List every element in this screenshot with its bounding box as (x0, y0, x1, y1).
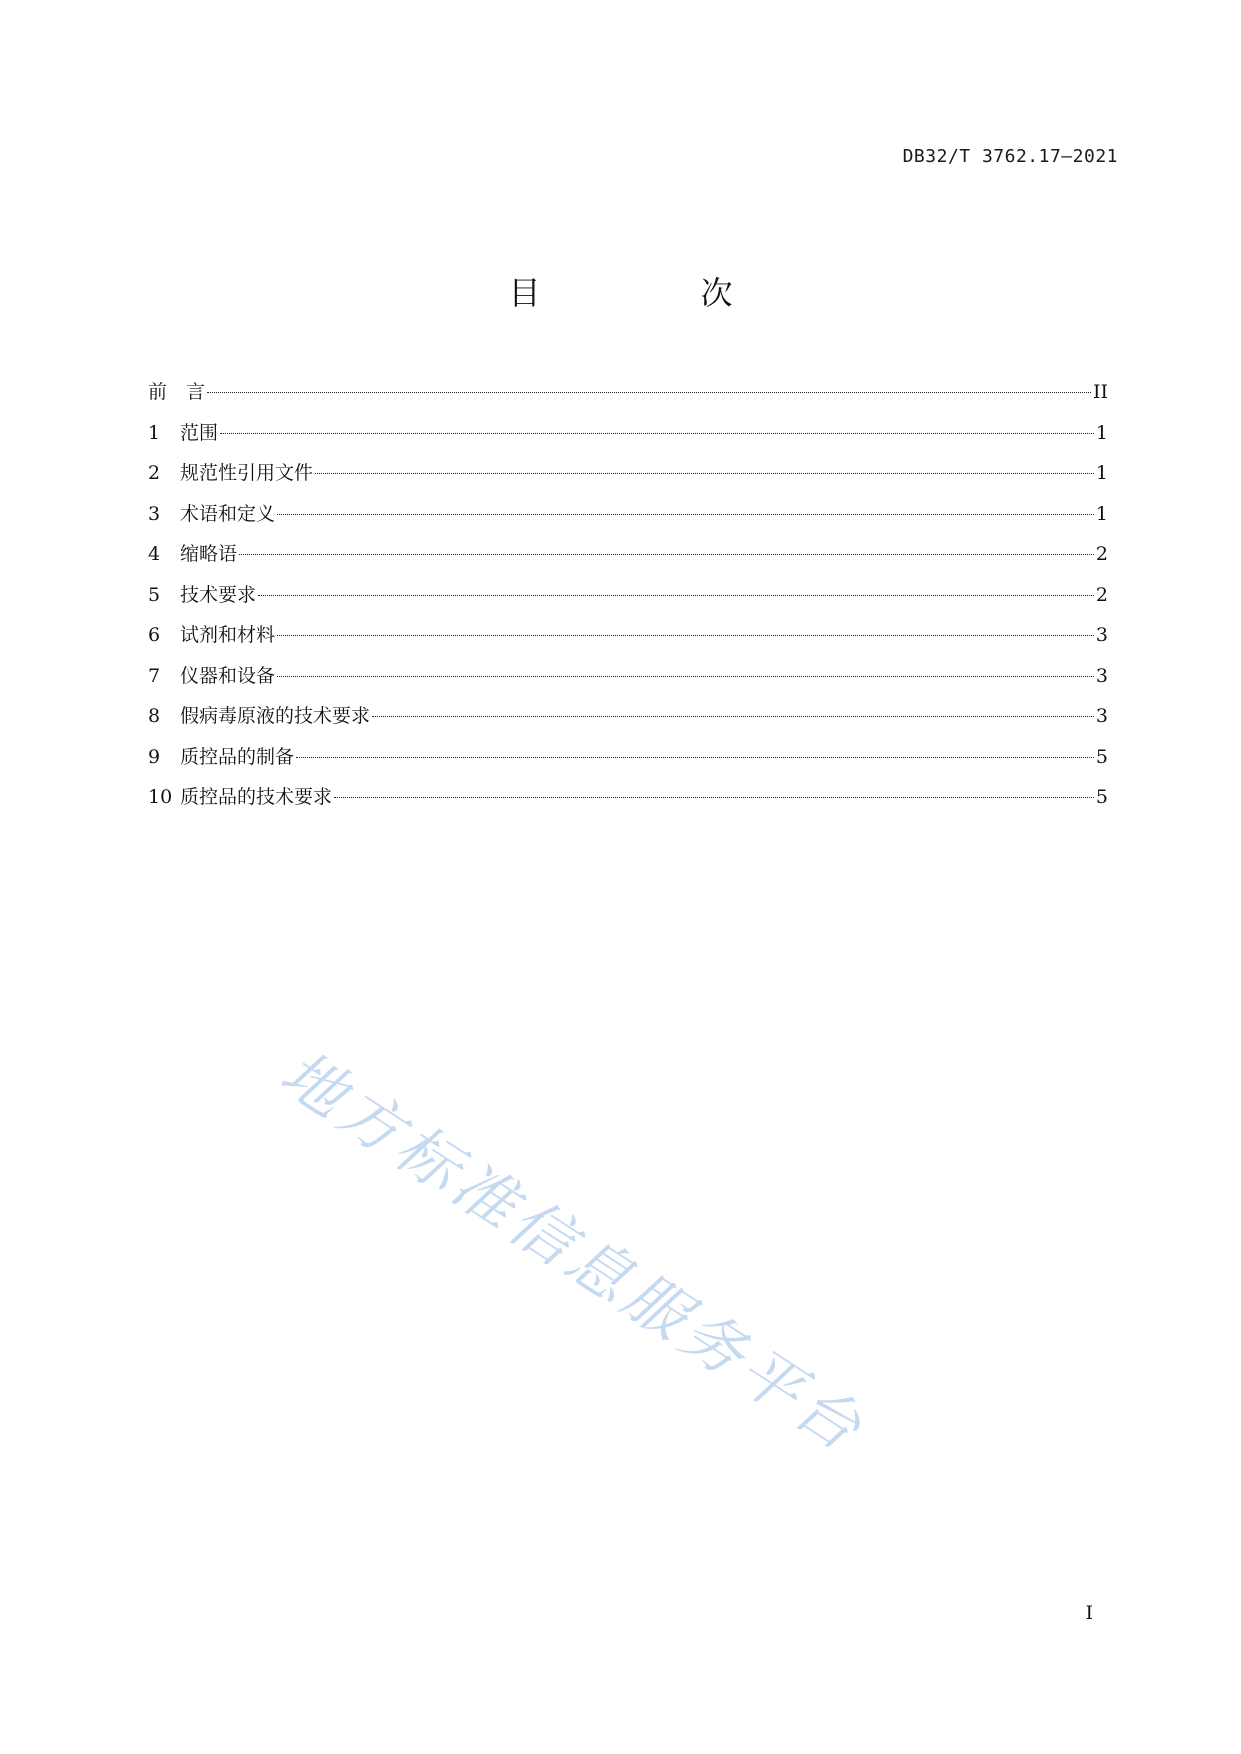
toc-entry-page: 3 (1095, 664, 1108, 687)
toc-entry-label: 前 言 (148, 381, 206, 403)
toc-leader-dots (220, 433, 1094, 434)
toc-entry-page: 1 (1095, 502, 1108, 525)
watermark-text: 地方标准信息服务平台 (268, 1035, 879, 1468)
toc-entry-label: 仪器和设备 (180, 664, 276, 687)
toc-entry-label: 规范性引用文件 (180, 462, 314, 484)
toc-entry-instruments-equipment[interactable] (148, 656, 1108, 697)
toc-entry-technical-requirements[interactable] (148, 575, 1108, 616)
toc-entry-page: 1 (1095, 462, 1108, 484)
toc-title: 目 次 (508, 274, 797, 312)
toc-entry-qc-technical-requirements[interactable] (148, 777, 1108, 818)
toc-entry-number: 7 (148, 664, 161, 687)
table-of-contents (148, 372, 1108, 818)
toc-leader-dots (277, 514, 1094, 515)
toc-entry-label: 质控品的技术要求 (180, 786, 333, 808)
toc-entry-page: 3 (1095, 624, 1108, 646)
toc-entry-page: 5 (1095, 786, 1108, 808)
toc-leader-dots (258, 595, 1094, 596)
toc-entry-number: 1 (148, 421, 161, 444)
toc-entry-page: 3 (1095, 705, 1108, 727)
toc-entry-page: II (1092, 381, 1108, 403)
toc-entry-number: 9 (148, 745, 161, 768)
toc-leader-dots (239, 554, 1094, 555)
toc-entry-label: 术语和定义 (180, 502, 276, 525)
toc-entry-number: 4 (148, 543, 161, 565)
document-code: DB32/T 3762.17—2021 (902, 146, 1118, 167)
toc-entry-label: 技术要求 (180, 583, 257, 606)
toc-leader-dots (315, 473, 1094, 474)
toc-entry-label: 试剂和材料 (180, 624, 276, 646)
toc-entry-terms-definitions[interactable] (148, 494, 1108, 535)
toc-entry-abbreviations[interactable] (148, 534, 1108, 575)
toc-entry-page: 2 (1095, 583, 1108, 606)
toc-entry-label: 质控品的制备 (180, 745, 295, 768)
toc-leader-dots (207, 392, 1091, 393)
toc-entry-page: 1 (1095, 421, 1108, 444)
toc-entry-normative-references[interactable] (148, 453, 1108, 494)
toc-entry-number: 2 (148, 462, 161, 484)
toc-entry-label: 范围 (180, 421, 219, 444)
toc-entry-number: 10 (148, 786, 173, 808)
toc-entry-pseudovirus-stock[interactable] (148, 696, 1108, 737)
toc-leader-dots (277, 676, 1094, 677)
toc-leader-dots (334, 797, 1094, 798)
toc-entry-reagents-materials[interactable] (148, 615, 1108, 656)
toc-entry-label: 假病毒原液的技术要求 (180, 705, 371, 727)
toc-entry-number: 3 (148, 502, 161, 525)
toc-entry-label: 缩略语 (180, 543, 238, 565)
toc-entry-number: 8 (148, 705, 161, 727)
toc-entry-foreword[interactable] (148, 372, 1108, 413)
toc-leader-dots (296, 757, 1094, 758)
toc-entry-number: 5 (148, 583, 161, 606)
toc-leader-dots (372, 716, 1094, 717)
page-number: I (1085, 1602, 1093, 1624)
toc-entry-page: 2 (1095, 543, 1108, 565)
toc-entry-number: 6 (148, 624, 161, 646)
toc-leader-dots (277, 635, 1094, 636)
toc-entry-qc-preparation[interactable] (148, 737, 1108, 778)
toc-entry-page: 5 (1095, 745, 1108, 768)
toc-entry-scope[interactable] (148, 413, 1108, 454)
